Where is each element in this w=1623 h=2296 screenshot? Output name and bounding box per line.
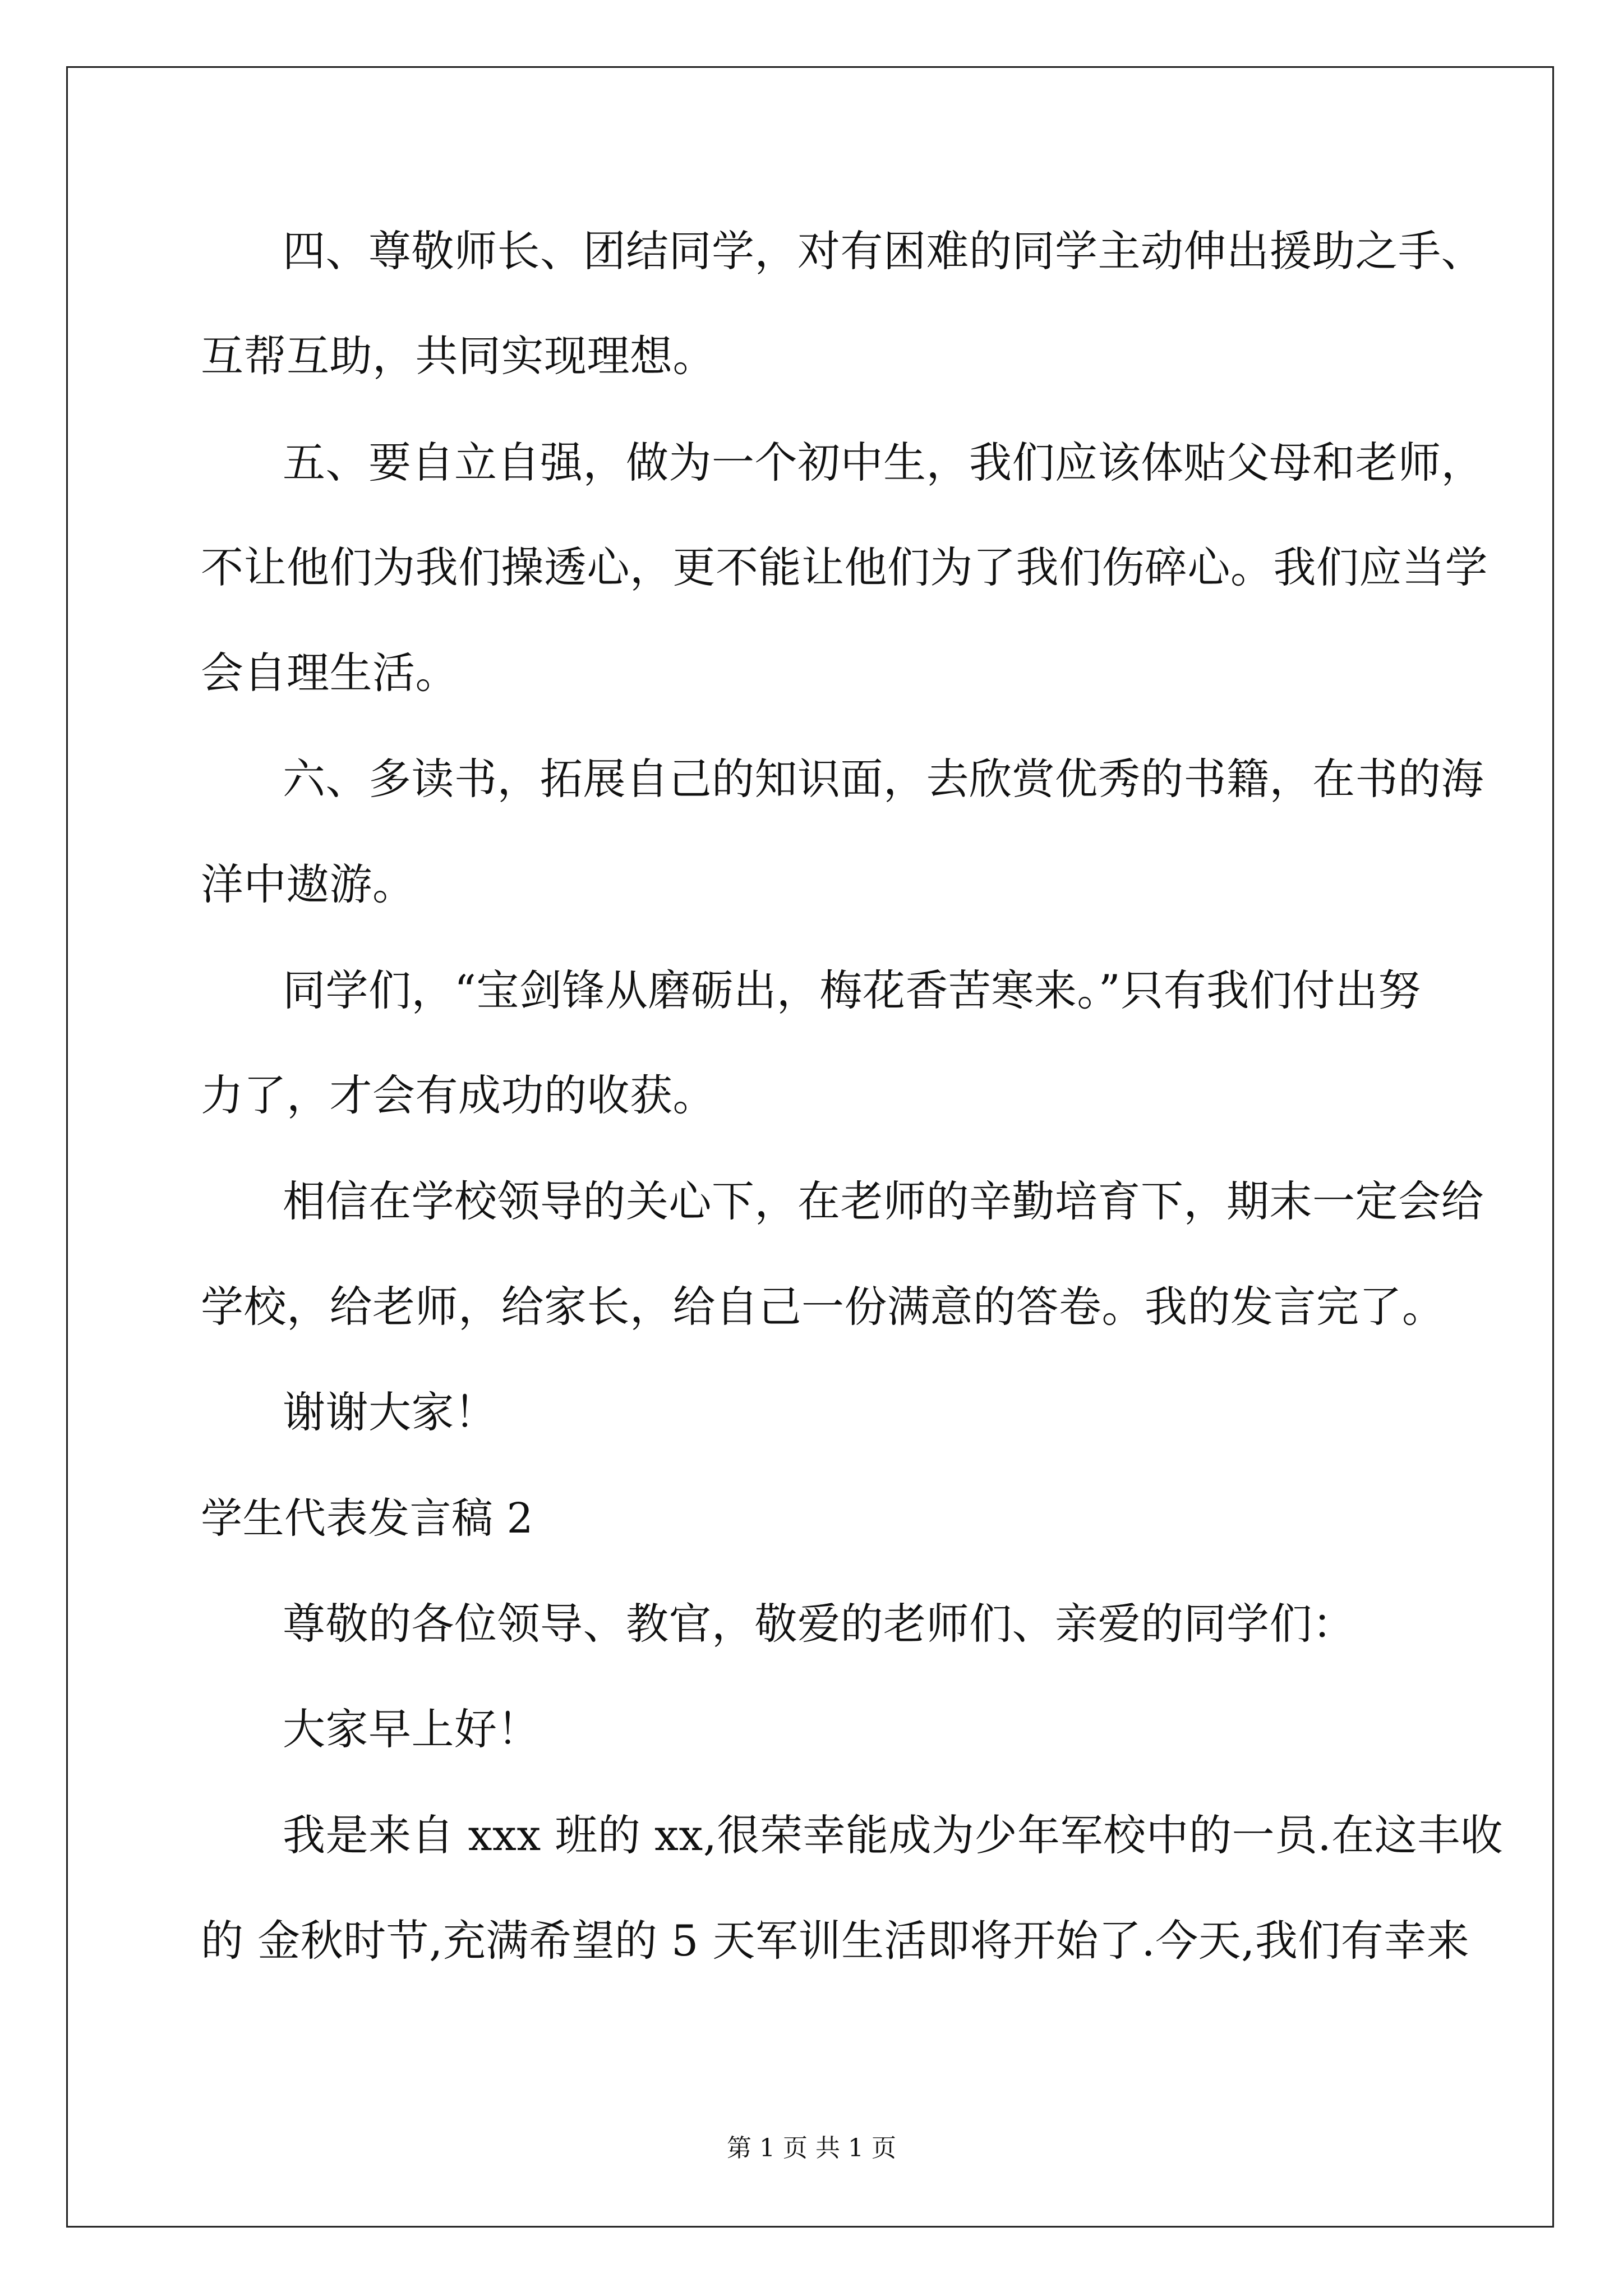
paragraph-line: 学校，给老师，给家长，给自己一份满意的答卷。我的发言完了。 [201,1282,1445,1332]
paragraph-line: 力了，才会有成功的收获。 [201,1070,716,1120]
paragraph-line: 五、要自立自强，做为一个初中生，我们应该体贴父母和老师， [283,438,1484,487]
paragraph-line: 同学们，“宝剑锋从磨砺出，梅花香苦寒来。”只有我们付出努 [283,965,1421,1015]
paragraph-line: 四、尊敬师长、团结同学，对有困难的同学主动伸出援助之手、 [283,226,1484,276]
paragraph-line: 我是来自 xxx 班的 xx,很荣幸能成为少年军校中的一员.在这丰收 [283,1810,1504,1860]
paragraph-line: 尊敬的各位领导、教官，敬爱的老师们、亲爱的同学们： [283,1599,1355,1649]
paragraph-line: 洋中遨游。 [201,859,416,909]
section-heading: 学生代表发言稿 2 [201,1494,534,1543]
paragraph-line: 不让他们为我们操透心，更不能让他们为了我们伤碎心。我们应当学 [201,542,1488,592]
paragraph-line: 谢谢大家！ [283,1387,497,1437]
paragraph-line: 的 金秋时节,充满希望的 5 天军训生活即将开始了.今天,我们有幸来 [201,1916,1470,1966]
paragraph-line: 相信在学校领导的关心下，在老师的辛勤培育下，期末一定会给 [283,1176,1484,1226]
page-number-footer: 第 1 页 共 1 页 [727,2134,896,2162]
paragraph-line: 互帮互助，共同实现理想。 [201,331,716,381]
page-border [66,66,1554,2228]
paragraph-line: 大家早上好！ [283,1704,540,1754]
paragraph-line: 六、多读书，拓展自己的知识面，去欣赏优秀的书籍，在书的海 [283,754,1484,804]
paragraph-line: 会自理生活。 [201,648,458,698]
